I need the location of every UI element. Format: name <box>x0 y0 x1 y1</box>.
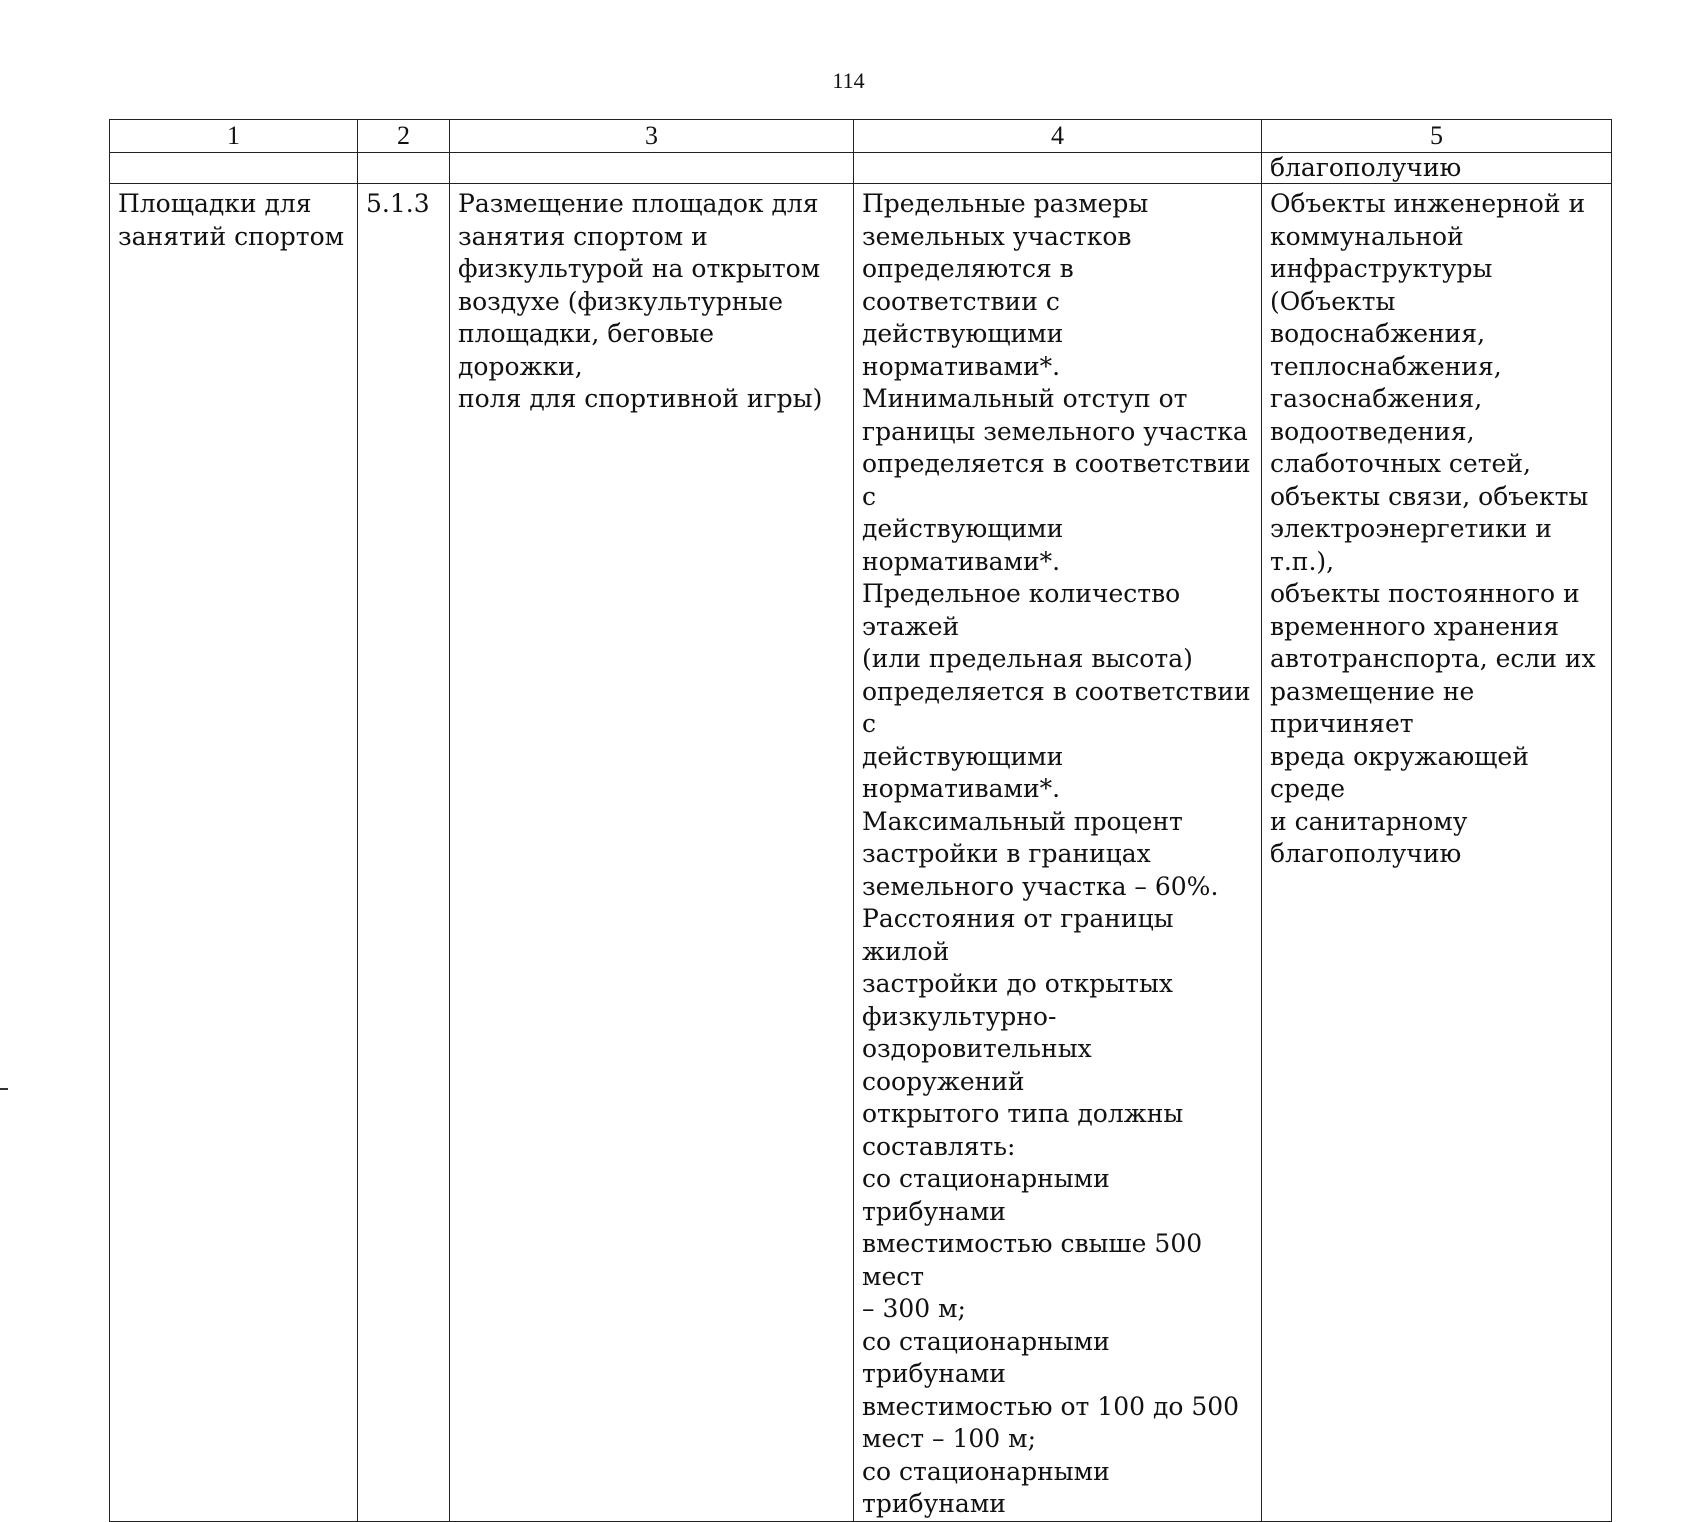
column-number-1: 1 <box>110 120 358 153</box>
column-number-row <box>110 120 1612 153</box>
parameters-cell: Предельные размеры земельных участков определяются в соответствии с действующими нормативами*. Минимальный отступ от границы земельного участка определяется в соответствии с действующими нормативами*. Предельное количество этажей (или предельная высота) определяется в соответствии с действующими нормативами*. Максимальный процент застройки в границах земельного участка – 60%. Расстояния от границы жилой застройки до открытых физкультурно- оздоровительных сооружений открытого типа должны составлять: со стационарными трибунами вместимостью свыше 500 мест – 300 м; со стационарными трибунами вместимостью от 100 до 500 мест – 100 м; со стационарными трибунами <box>854 184 1262 1522</box>
column-number-4: 4 <box>854 120 1262 153</box>
auxiliary-uses-cell: Объекты инженерной и коммунальной инфраструктуры (Объекты водоснабжения, теплоснабжения, газоснабжения, водоотведения, слаботочных сетей, объекты связи, объекты электроэнергетики и т.п.), объекты постоянного и временного хранения автотранспорта, если их размещение не причиняет вреда окружающей среде и санитарному благополучию <box>1262 184 1612 1522</box>
continuation-cell-3 <box>450 153 854 184</box>
table-row <box>110 184 1612 1522</box>
zoning-table <box>109 119 1612 1522</box>
continuation-row <box>110 153 1612 184</box>
land-use-code-cell: 5.1.3 <box>358 184 450 1522</box>
continuation-cell-1 <box>110 153 358 184</box>
column-number-2: 2 <box>358 120 450 153</box>
column-number-5: 5 <box>1262 120 1612 153</box>
margin-mark <box>0 1088 8 1090</box>
continuation-cell-2 <box>358 153 450 184</box>
column-number-3: 3 <box>450 120 854 153</box>
continuation-cell-4 <box>854 153 1262 184</box>
page-number: 114 <box>832 68 865 93</box>
continuation-cell-5: благополучию <box>1262 153 1612 184</box>
land-use-description-cell: Размещение площадок для занятия спортом и физкультурой на открытом воздухе (физкультурные площадки, беговые дорожки, поля для спортивной игры) <box>450 184 854 1522</box>
land-use-name-cell: Площадки для занятий спортом <box>110 184 358 1522</box>
